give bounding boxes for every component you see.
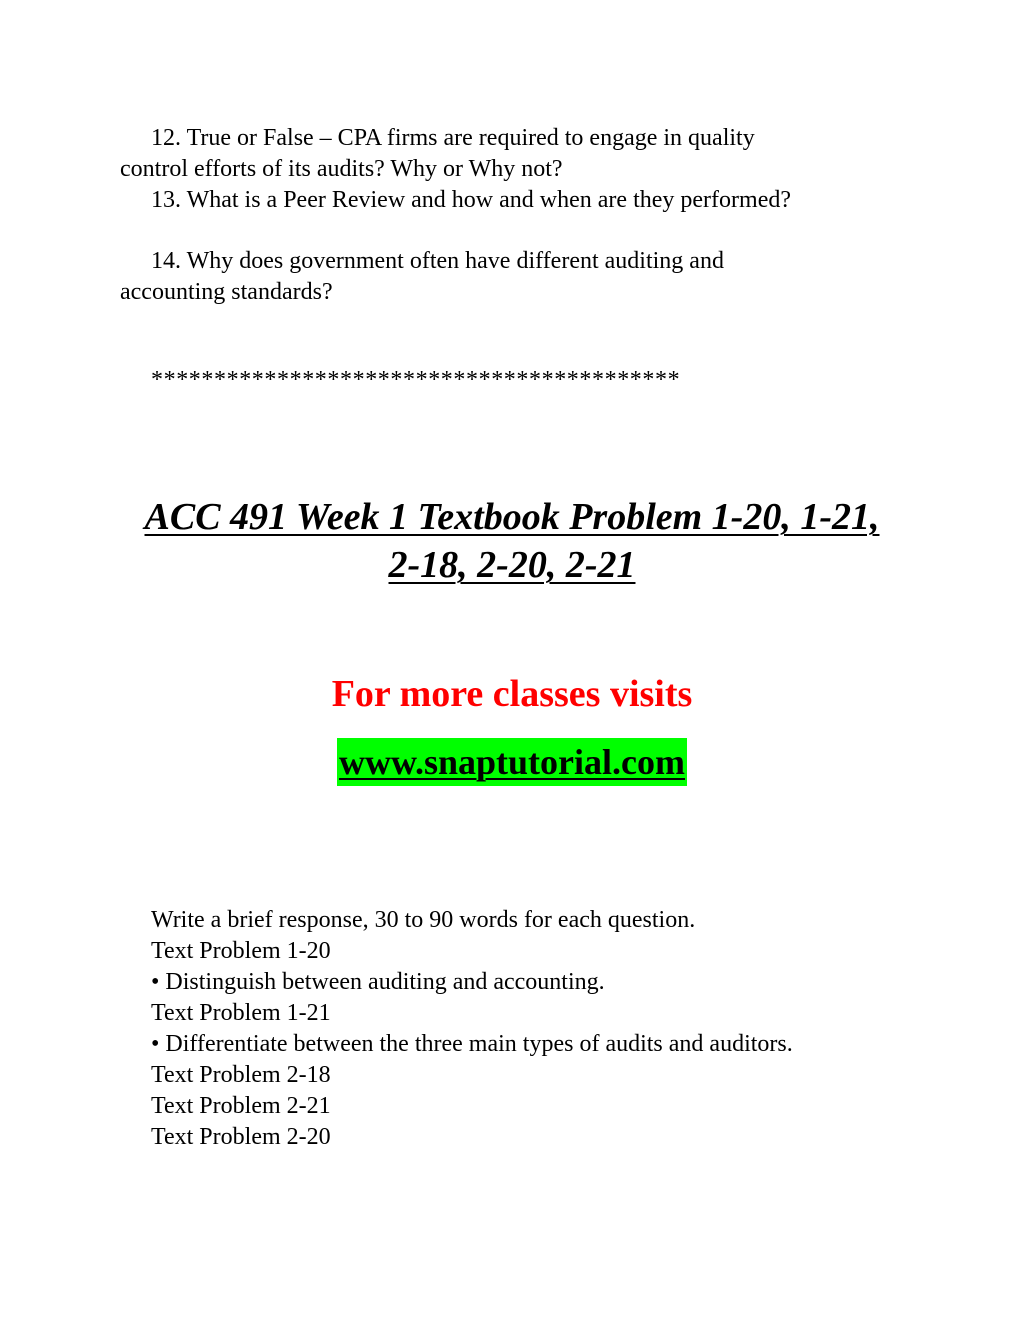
asterisk-separator: ******************************************	[151, 367, 681, 393]
section-heading-line-2: 2-18, 2-20, 2-21	[388, 544, 636, 586]
question-12-line-2: control efforts of its audits? Why or Why not?	[120, 156, 563, 182]
assignment-instructions	[151, 905, 951, 1153]
snaptutorial-link[interactable]: www.snaptutorial.com	[337, 738, 687, 786]
section-heading	[100, 493, 924, 589]
bullet-item-auditing-accounting: • Distinguish between auditing and accounting.	[151, 969, 605, 995]
text-problem-1-20: Text Problem 1-20	[151, 938, 331, 964]
text-problem-2-21: Text Problem 2-21	[151, 1093, 331, 1119]
instruction-line: Write a brief response, 30 to 90 words for each question.	[151, 907, 696, 933]
question-13	[120, 185, 880, 216]
bullet-item-audit-types: • Differentiate between the three main types of audits and auditors.	[151, 1031, 793, 1057]
promo-text: For more classes visits	[331, 673, 693, 715]
question-12	[120, 123, 880, 185]
text-problem-2-20: Text Problem 2-20	[151, 1124, 331, 1150]
question-12-line-1: 12. True or False – CPA firms are required to engage in quality	[151, 125, 755, 151]
question-13-line-1: 13. What is a Peer Review and how and when are they performed?	[151, 187, 791, 213]
text-problem-2-18: Text Problem 2-18	[151, 1062, 331, 1088]
question-14-line-2: accounting standards?	[120, 279, 333, 305]
text-problem-1-21: Text Problem 1-21	[151, 1000, 331, 1026]
promo-link-wrapper	[0, 738, 1024, 786]
question-14-line-1: 14. Why does government often have different auditing and	[151, 248, 724, 274]
question-14	[120, 246, 880, 308]
section-heading-line-1: ACC 491 Week 1 Textbook Problem 1-20, 1-21,	[144, 496, 880, 538]
